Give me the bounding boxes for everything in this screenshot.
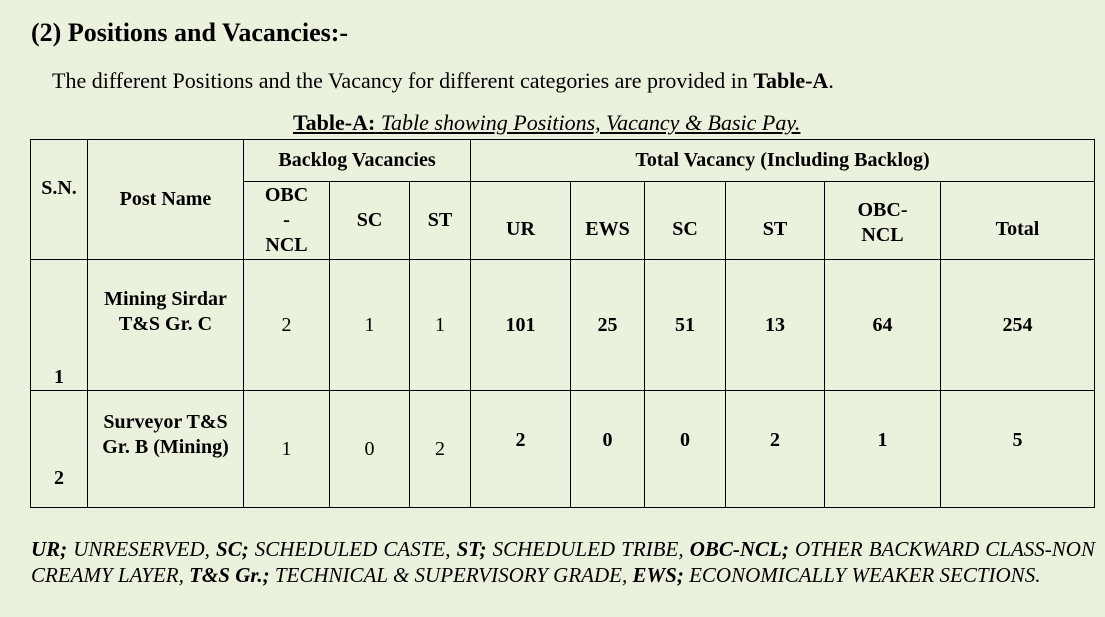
caption-label: Table-A: xyxy=(293,110,376,135)
caption-text: Table showing Positions, Vacancy & Basic Pay. xyxy=(375,110,801,135)
legend-def: SCHEDULED CASTE, xyxy=(248,537,457,561)
table-row xyxy=(31,391,1095,508)
cell-sc: 0 xyxy=(645,391,726,508)
header-backlog-vacancies: Backlog Vacancies xyxy=(244,140,471,182)
row-post-name xyxy=(88,260,244,391)
cell-backlog-obc-ncl: 2 xyxy=(244,260,330,391)
table-caption xyxy=(293,110,800,136)
cell-backlog-st: 1 xyxy=(410,260,471,391)
legend-def: TECHNICAL & SUPERVISORY GRADE, xyxy=(269,563,633,587)
intro-paragraph xyxy=(52,68,834,94)
table-row xyxy=(31,260,1095,391)
header-sc: SC xyxy=(645,182,726,260)
header-total: Total xyxy=(941,182,1095,260)
header-st: ST xyxy=(726,182,825,260)
cell-backlog-st: 2 xyxy=(410,391,471,508)
header-backlog-obc-line2: - xyxy=(283,209,290,231)
legend-term: T&S Gr.; xyxy=(189,563,270,587)
vacancy-table xyxy=(30,139,1095,508)
abbreviation-legend xyxy=(31,536,1095,588)
header-sn: S.N. xyxy=(31,140,88,260)
header-obc-ncl xyxy=(825,182,941,260)
cell-backlog-sc: 0 xyxy=(330,391,410,508)
cell-st: 2 xyxy=(726,391,825,508)
header-row-1 xyxy=(31,140,1095,182)
header-backlog-sc: SC xyxy=(330,182,410,260)
row-post-name xyxy=(88,391,244,508)
post-line2: Gr. B (Mining) xyxy=(102,436,229,458)
header-backlog-obc-line3: NCL xyxy=(265,234,308,256)
cell-total: 5 xyxy=(941,391,1095,508)
post-line1: Surveyor T&S xyxy=(103,411,228,433)
intro-end: . xyxy=(828,68,834,93)
cell-total: 254 xyxy=(941,260,1095,391)
row-sn: 1 xyxy=(31,260,88,391)
header-post-name: Post Name xyxy=(88,140,244,260)
legend-def: UNRESERVED, xyxy=(67,537,217,561)
intro-text: The different Positions and the Vacancy for different categories are provided in xyxy=(52,68,754,93)
header-obc-ncl-line1: OBC- xyxy=(857,199,908,221)
cell-ews: 25 xyxy=(571,260,645,391)
header-ews: EWS xyxy=(571,182,645,260)
legend-term: ST; xyxy=(456,537,487,561)
post-line2: T&S Gr. C xyxy=(118,313,213,335)
legend-def: ECONOMICALLY WEAKER SECTIONS. xyxy=(683,563,1041,587)
legend-term: SC; xyxy=(216,537,249,561)
section-heading: (2) Positions and Vacancies:- xyxy=(31,18,349,47)
legend-term: EWS; xyxy=(632,563,684,587)
cell-obc-ncl: 1 xyxy=(825,391,941,508)
cell-st: 13 xyxy=(726,260,825,391)
header-total-vacancy: Total Vacancy (Including Backlog) xyxy=(471,140,1095,182)
legend-def: SCHEDULED TRIBE, xyxy=(486,537,690,561)
header-backlog-obc-line1: OBC xyxy=(264,184,309,206)
legend-term: UR; xyxy=(31,537,68,561)
cell-ews: 0 xyxy=(571,391,645,508)
header-ur: UR xyxy=(471,182,571,260)
cell-ur: 101 xyxy=(471,260,571,391)
header-backlog-st: ST xyxy=(410,182,471,260)
legend-term: OBC-NCL; xyxy=(689,537,789,561)
legend-def: OTHER BACKWARD CLASS-NON CREAMY LAYER, xyxy=(31,537,1095,587)
cell-obc-ncl: 64 xyxy=(825,260,941,391)
intro-table-ref: Table-A xyxy=(753,68,829,93)
row-sn: 2 xyxy=(31,391,88,508)
cell-ur: 2 xyxy=(471,391,571,508)
header-backlog-obc-ncl xyxy=(244,182,330,260)
header-obc-ncl-line2: NCL xyxy=(861,224,904,246)
cell-sc: 51 xyxy=(645,260,726,391)
cell-backlog-obc-ncl: 1 xyxy=(244,391,330,508)
post-line1: Mining Sirdar xyxy=(104,288,227,310)
cell-backlog-sc: 1 xyxy=(330,260,410,391)
